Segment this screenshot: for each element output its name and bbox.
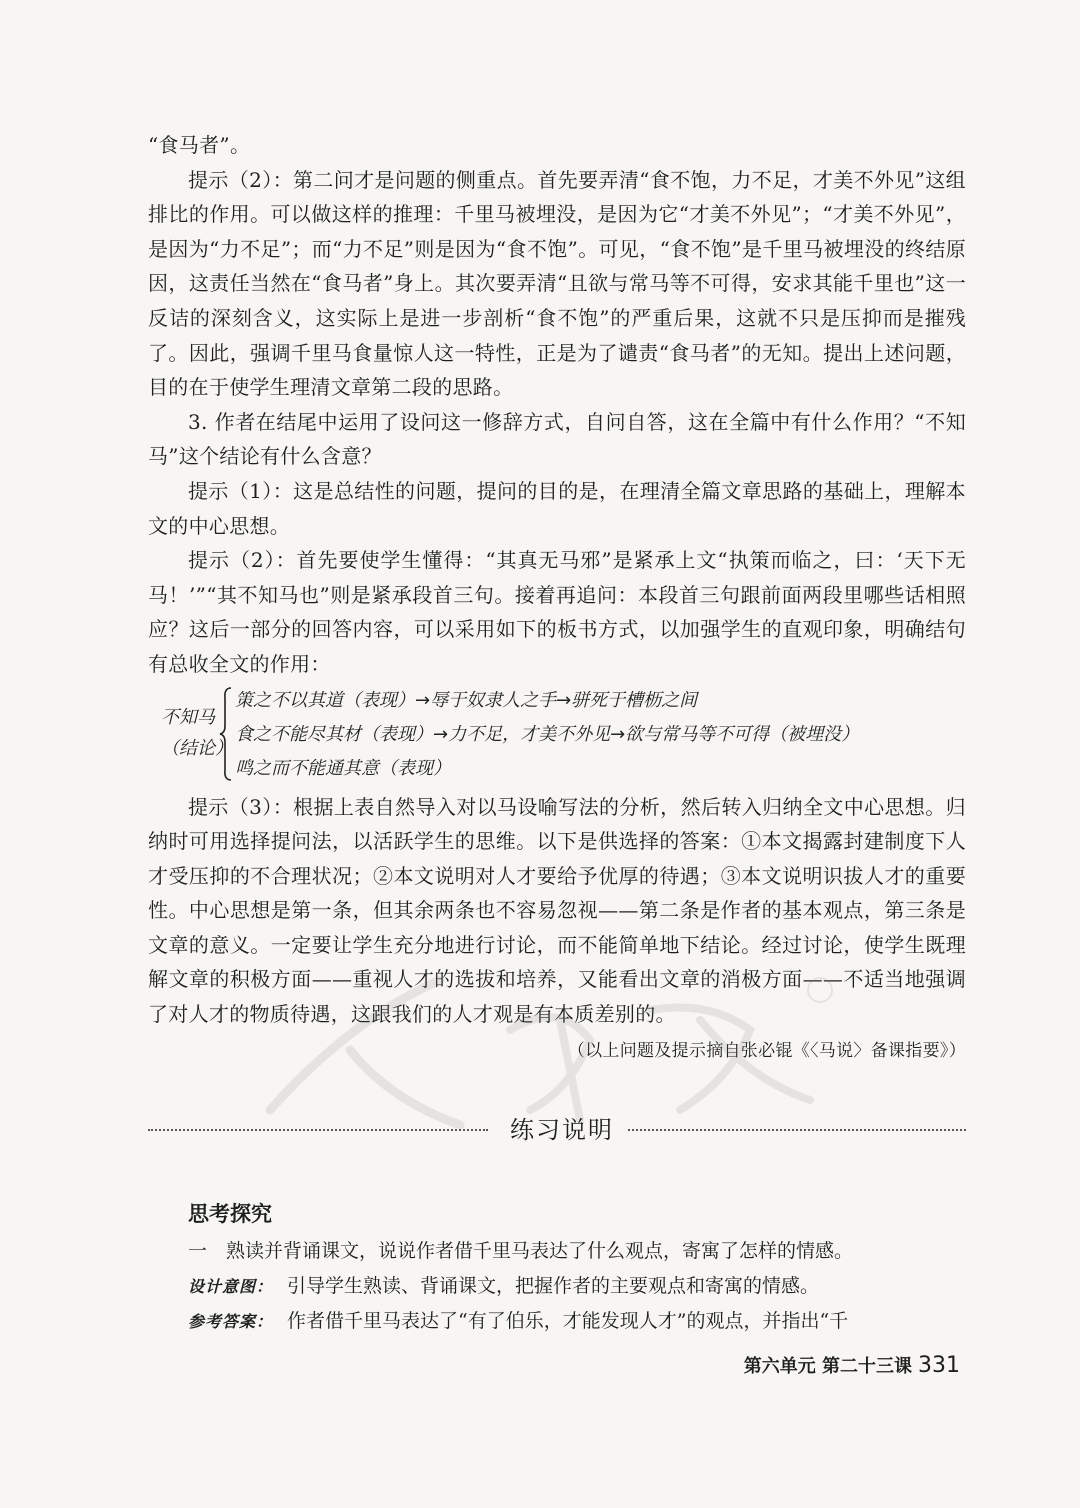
page-number: 331 bbox=[918, 1353, 960, 1378]
page-footer bbox=[744, 1352, 960, 1378]
section-title: 练习说明 bbox=[510, 1116, 614, 1144]
source-citation: （以上问题及提示摘自张必锟《〈马说〉备课指要》） bbox=[567, 1040, 966, 1061]
board-label-line-1: 不知马 bbox=[161, 707, 215, 728]
reference-answer bbox=[188, 1304, 968, 1340]
question-1: 一 熟读并背诵课文，说说作者借千里马表达了什么观点，寄寓了怎样的情感。 bbox=[188, 1240, 854, 1262]
exercise-heading: 思考探究 bbox=[188, 1202, 272, 1226]
board-line-1: 策之不以其道（表现）→辱于奴隶人之手→骈死于槽枥之间 bbox=[235, 690, 698, 711]
unit-lesson-label: 第六单元 第二十三课 bbox=[743, 1356, 912, 1377]
paragraph-3: 3. 作者在结尾中运用了设问这一修辞方式，自问自答，这在全篇中有什么作用？“不知马”这个结论有什么含意？ bbox=[148, 409, 966, 469]
board-label-line-2: （结论） bbox=[161, 738, 233, 759]
design-intent-text: 引导学生熟读、背诵课文，把握作者的主要观点和寄寓的情感。 bbox=[287, 1274, 820, 1297]
paragraph-5: 提示（2）：首先要使学生懂得：“其真无马邪”是紧承上文“执策而临之，曰：‘天下无马！’”“其不知马也”则是紧承段首三句。接着再追问：本段首三句跟前面两段里哪些话相照应？这后一部分的回答内容，可以采用如下的板书方式，以加强学生的直观印象，明确结句有总收全文的作用： bbox=[148, 548, 966, 676]
dotted-rule-left bbox=[148, 1129, 488, 1131]
board-line-2: 食之不能尽其材（表现）→力不足，才美不外见→欲与常马等不可得（被埋没） bbox=[235, 724, 860, 745]
section-header bbox=[148, 1110, 966, 1150]
design-intent-tag: 设计意图： bbox=[188, 1276, 274, 1296]
paragraph-6: 提示（3）：根据上表自然导入对以马设喻写法的分析，然后转入归纳全文中心思想。归纳时可用选择提问法，以活跃学生的思维。以下是供选择的答案：①本文揭露封建制度下人才受压抑的不合理状况；②本文说明对人才要给予优厚的待遇；③本文说明识拔人才的重要性。中心思想是第一条，但其余两条也不容易忽视——第二条是作者的基本观点，第三条是文章的意义。一定要让学生充分地进行讨论，而不能简单地下结论。经过讨论，使学生既理解文章的积极方面——重视人才的选拔和培养，又能看出文章的消极方面——不适当地强调了对人才的物质待遇，这跟我们的人才观是有本质差别的。 bbox=[148, 794, 966, 1027]
exercise-section bbox=[188, 1196, 968, 1340]
design-intent bbox=[188, 1269, 968, 1305]
reference-answer-text: 作者借千里马表达了“有了伯乐，才能发现人才”的观点，并指出“千 bbox=[287, 1310, 849, 1332]
board-line-3: 鸣之而不能通其意（表现） bbox=[235, 758, 451, 779]
blackboard-diagram bbox=[155, 684, 965, 786]
paragraph-4: 提示（1）：这是总结性的问题，提问的目的是，在理清全篇文章思路的基础上，理解本文的中心思想。 bbox=[148, 478, 966, 538]
main-text bbox=[148, 128, 966, 1070]
dotted-rule-right bbox=[628, 1129, 966, 1131]
reference-answer-tag: 参考答案： bbox=[188, 1312, 274, 1331]
paragraph-1: “食马者”。 bbox=[148, 133, 251, 157]
board-lines bbox=[235, 684, 859, 786]
paragraph-2: 提示（2）：第二问才是问题的侧重点。首先要弄清“食不饱，力不足，才美不外见”这组排比的作用。可以做这样的推理：千里马被埋没，是因为它“才美不外见”；“才美不外见”，是因为“力不足”；而“力不足”则是因为“食不饱”。可见，“食不饱”是千里马被埋没的终结原因，这责任当然在“食马者”身上。其次要弄清“且欲与常马等不可得，安求其能千里也”这一反诘的深刻含义，这实际上是进一步剖析“食不饱”的严重后果，这就不只是压抑而是摧残了。因此，强调千里马食量惊人这一特性，正是为了谴责“食马者”的无知。提出上述问题，目的在于使学生理清文章第二段的思路。 bbox=[148, 167, 966, 400]
curly-brace-icon bbox=[219, 686, 233, 782]
